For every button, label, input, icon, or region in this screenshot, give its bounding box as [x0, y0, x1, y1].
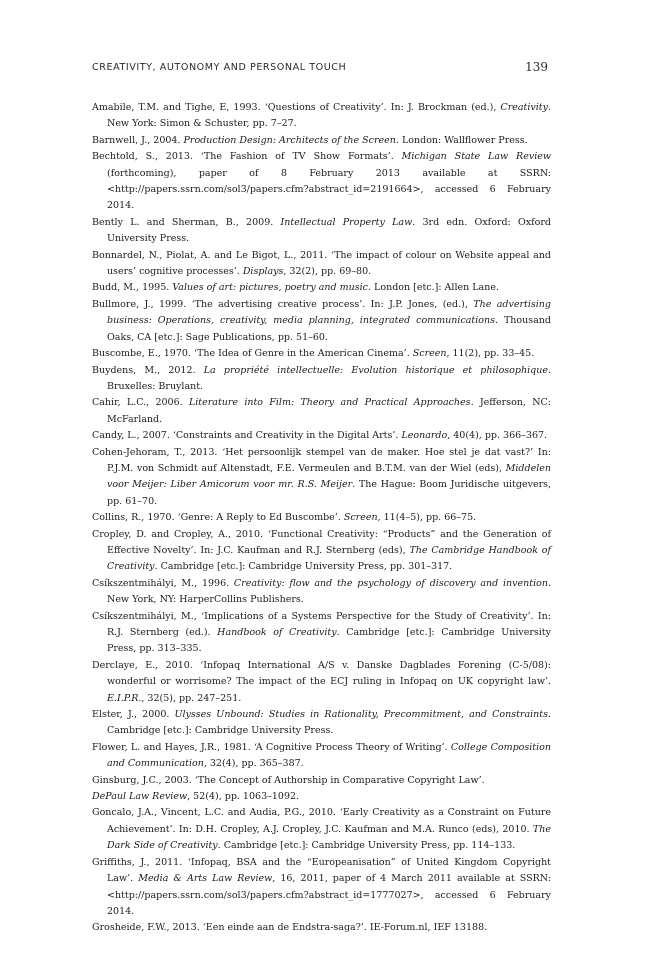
reference-entry [92, 855, 551, 921]
reference-title: Screen [343, 512, 378, 524]
reference-entry [92, 445, 551, 511]
reference-title: E.I.P.R. [107, 692, 142, 704]
reference-title: Creativity: flow and the psychology of discovery and invention [233, 577, 548, 589]
reference-text: Bonnardel, N., Piolat, A. and Le Bigot, L., 2011. ‘The impact of colour on Website appeal and users’ cognitive processes’. [92, 249, 551, 278]
reference-text: , 16, 2011, paper of 4 March 2011 available at SSRN: <http://papers.ssrn.com/sol3/papers.cfm?abstract_id=1777027>, accessed 6 February 2014. [107, 873, 551, 917]
reference-text: . London: Wallflower Press. [395, 134, 528, 146]
reference-text: Cahir, L.C., 2006. [92, 397, 189, 409]
reference-title: Values of art: pictures, poetry and music [172, 282, 369, 294]
reference-title: Literature into Film: Theory and Practical Approaches [188, 397, 471, 409]
reference-title: Intellectual Property Law [280, 216, 413, 228]
reference-text: Bechtold, S., 2013. ‘The Fashion of TV Show Formats’. [92, 151, 402, 163]
reference-text: . Cambridge [etc.]: Cambridge University Press. [107, 709, 551, 737]
reference-title: The advertising business: Operations, creativity, media planning, integrated communications [107, 298, 551, 327]
reference-text: , 32(2), pp. 69–80. [283, 266, 372, 278]
reference-entry [92, 609, 551, 658]
reference-entry [92, 576, 551, 609]
reference-title: Media & Arts Law Review [138, 873, 273, 885]
page-number: 139 [525, 60, 548, 74]
reference-text: , 11(4–5), pp. 66–75. [377, 512, 477, 524]
reference-title: Leonardo [401, 430, 448, 442]
reference-entry [92, 428, 551, 444]
reference-entry [92, 100, 551, 133]
reference-text: Elster, J., 2000. [92, 709, 175, 721]
reference-title: Screen [412, 348, 447, 360]
reference-title: Middelen voor Meijer: Liber Amicorum voor mr. R.S. Meijer [107, 462, 551, 491]
reference-entry [92, 280, 551, 296]
reference-text: Flower, L. and Hayes, J.R., 1981. ‘A Cognitive Process Theory of Writing’. [92, 741, 451, 753]
reference-entry [92, 248, 551, 281]
reference-text: Bently L. and Sherman, B., 2009. [92, 216, 281, 228]
reference-text: Amabile, T.M. and Tighe, E, 1993. ‘Questions of Creativity’. In: J. Brockman (ed.), [92, 102, 501, 113]
reference-entry [92, 789, 551, 805]
reference-text: . Cambridge [etc.]: Cambridge University Press, pp. 301–317. [154, 561, 453, 573]
reference-text: Goncalo, J.A., Vincent, L.C. and Audia, P.G., 2010. ‘Early Creativity as a Constraint on Future Achievement’. In: D.H. Cropley, A.J. Cropley, J.C. Kaufman and M.A. Runco (eds), 2010. [92, 807, 551, 835]
reference-text: Bullmore, J., 1999. ‘The advertising creative process’. In: J.P. Jones, (ed.), [92, 298, 474, 310]
reference-entry [92, 805, 551, 854]
reference-entry [92, 346, 551, 362]
reference-entry [92, 920, 551, 936]
reference-text: , 11(2), pp. 33–45. [446, 348, 535, 360]
reference-entry [92, 395, 551, 428]
reference-entry [92, 215, 551, 248]
reference-text: . Cambridge [etc.]: Cambridge University Press, pp. 313–335. [107, 627, 551, 655]
reference-title: The Dark Side of Creativity [107, 823, 551, 852]
reference-title: Michigan State Law Review [401, 151, 551, 163]
reference-text: Candy, L., 2007. ‘Constraints and Creativity in the Digital Arts’. [92, 430, 402, 442]
reference-text: . Jefferson, NC: McFarland. [107, 397, 552, 425]
reference-text: Csíkszentmihályi, M., ‘Implications of a Systems Perspective for the Study of Creativity’. In: R.J. Sternberg (ed.). [92, 610, 551, 638]
reference-entry [92, 740, 551, 773]
reference-entry [92, 133, 551, 149]
reference-text: , 32(5), pp. 247–251. [141, 692, 242, 704]
reference-text: . 3rd edn. Oxford: Oxford University Press. [107, 216, 551, 245]
reference-text: . New York: Simon & Schuster, pp. 7–27. [107, 102, 551, 130]
reference-entry [92, 707, 551, 740]
reference-text: . Cambridge [etc.]: Cambridge University Press, pp. 114–133. [217, 840, 516, 852]
reference-title: Handbook of Creativity [217, 627, 337, 638]
reference-entry [92, 527, 551, 576]
reference-text: Grosheide, F.W., 2013. ‘Een einde aan de Endstra-saga?’. IE-Forum.nl, IEF 13188. [92, 922, 488, 934]
reference-text: . London [etc.]: Allen Lane. [368, 282, 499, 294]
running-head [92, 62, 548, 78]
reference-text: Cropley, D. and Cropley, A., 2010. ‘Functional Creativity: “Products” and the Generation of Effective Novelty’. In: J.C. Kaufman and R.J. Sternberg (eds), [92, 528, 551, 556]
reference-title: Production Design: Architects of the Screen [183, 134, 396, 146]
running-head-title: CREATIVITY, AUTONOMY AND PERSONAL TOUCH [92, 62, 347, 73]
reference-title: Ulysses Unbound: Studies in Rationality, Precommitment, and Constraints [174, 709, 548, 721]
reference-text: Budd, M., 1995. [92, 282, 173, 294]
reference-title: College Composition and Communication [107, 741, 551, 770]
reference-list [92, 100, 551, 937]
reference-title: DePaul Law Review [92, 791, 188, 803]
reference-text: (forthcoming), paper of 8 February 2013 available at SSRN: <http://papers.ssrn.com/sol3/papers.cfm?abstract_id=2191664>, accessed 6 February 2014. [107, 167, 551, 212]
reference-text: , 40(4), pp. 366–367. [447, 430, 548, 442]
reference-text: . New York, NY: HarperCollins Publishers. [107, 577, 551, 606]
reference-text: Collins, R., 1970. ‘Genre: A Reply to Ed Buscombe’. [92, 512, 344, 524]
reference-text: Griffiths, J., 2011. ‘Infopaq, BSA and the “Europeanisation” of United Kingdom Copyright Law’. [92, 856, 551, 885]
reference-text: Buscombe, E., 1970. ‘The Idea of Genre in the American Cinema’. [92, 348, 413, 360]
reference-entry [92, 773, 551, 789]
reference-title: Displays [242, 266, 284, 278]
reference-title: Creativity [500, 102, 548, 113]
reference-text: Ginsburg, J.C., 2003. ‘The Concept of Authorship in Comparative Copyright Law’. [92, 774, 485, 786]
reference-text: Cohen-Jehoram, T., 2013. ‘Het persoonlijk stempel van de maker. Hoe stel je dat vast?’ In: P.J.M. von Schmidt auf Altenstadt, F.E. Vermeulen and B.T.M. van der Wiel (eds), [92, 446, 551, 474]
reference-title: La propriété intellectuelle: Evolution historique et philosophique [203, 364, 548, 376]
reference-text: Csíkszentmihályi, M., 1996. [92, 577, 234, 589]
reference-text: , 52(4), pp. 1063–1092. [187, 791, 300, 803]
reference-text: . Bruxelles: Bruylant. [107, 364, 551, 392]
reference-text: , 32(4), pp. 365–387. [203, 758, 304, 770]
reference-entry [92, 658, 551, 707]
reference-text: Derclaye, E., 2010. ‘Infopaq International A/S v. Danske Dagblades Forening (C-5/08): wonderful or worrisome? The impact of the ECJ ruling in Infopaq on UK copyright law’. [92, 659, 551, 688]
reference-text: . The Hague: Boom Juridische uitgevers, pp. 61–70. [107, 479, 552, 507]
reference-entry [92, 510, 551, 526]
reference-text: Barnwell, J., 2004. [92, 134, 184, 146]
reference-entry [92, 149, 551, 215]
reference-text: Buydens, M., 2012. [92, 364, 204, 376]
reference-entry [92, 297, 551, 346]
reference-entry [92, 363, 551, 396]
reference-text: . Thousand Oaks, CA [etc.]: Sage Publications, pp. 51–60. [107, 315, 551, 343]
reference-title: The Cambridge Handbook of Creativity [107, 544, 551, 573]
